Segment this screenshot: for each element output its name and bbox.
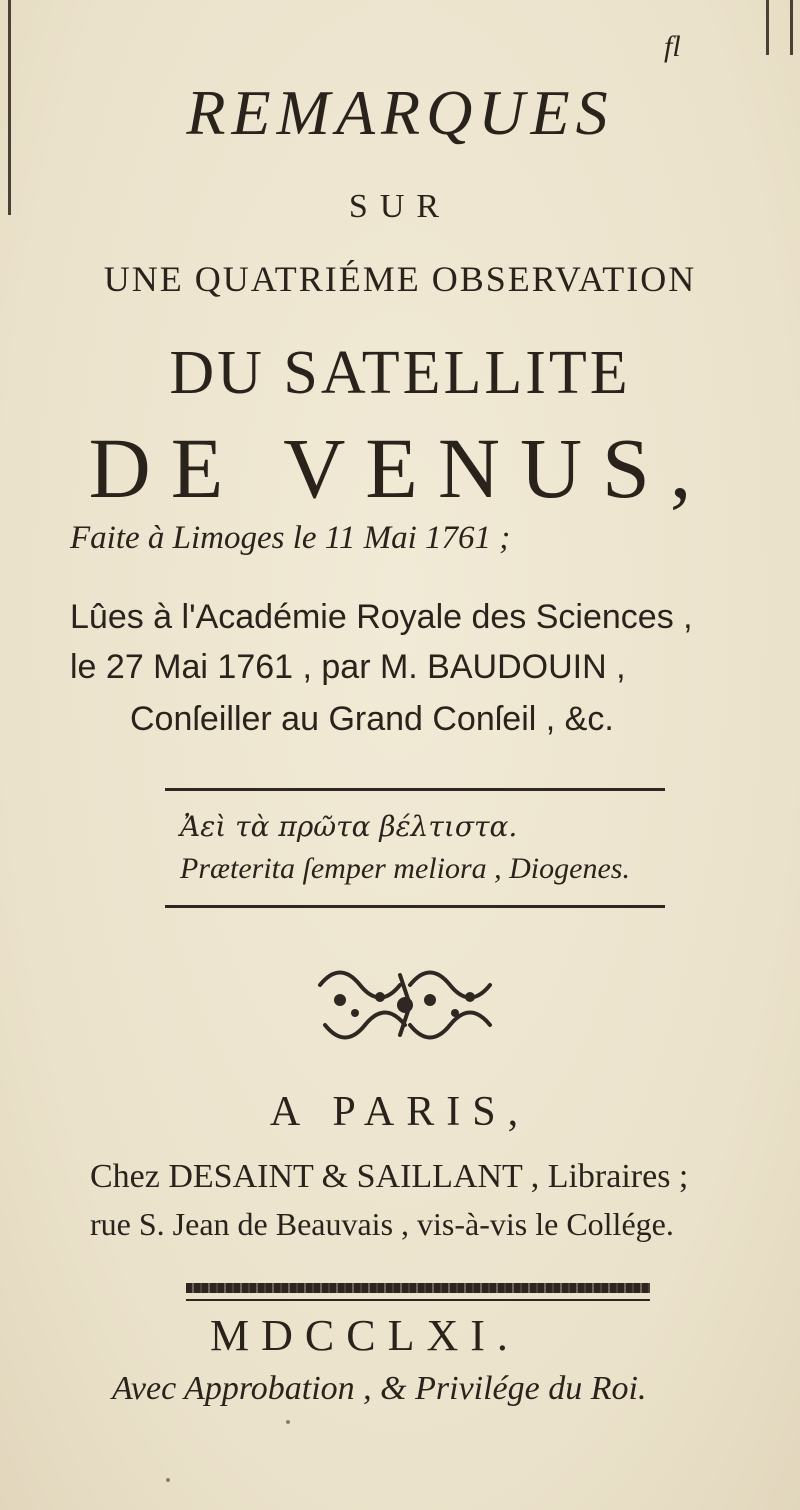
right-edge-line (766, 0, 769, 55)
subtitle-lues: Lûes à l'Académie Royale des Sciences , (70, 598, 693, 636)
epigraph-greek: Ἀεὶ τὰ πρῶτα βέλτιστα. (180, 810, 518, 843)
title-venus: DE VENUS, (88, 420, 712, 516)
imprint-date: MDCCLXI. (210, 1311, 520, 1360)
imprint-printer: Chez DESAINT & SAILLANT , Libraires ; (90, 1158, 689, 1195)
right-edge-line-2 (790, 0, 793, 55)
epigraph-latin: Præterita ſemper meliora , Diogenes. (180, 852, 630, 885)
subtitle-date-author: le 27 Mai 1761 , par M. BAUDOUIN , (70, 648, 626, 686)
paper-speck (286, 1420, 290, 1424)
paper-speck (166, 1478, 170, 1482)
imprint-address: rue S. Jean de Beauvais , vis-à-vis le Collége. (90, 1206, 674, 1242)
subtitle-conseil: Conſeiller au Grand Conſeil , &c. (130, 700, 614, 738)
printers-ornament (310, 955, 500, 1065)
ornamental-band (186, 1283, 650, 1293)
corner-mark: fl (664, 30, 681, 63)
title-satellite: DU SATELLITE (169, 339, 631, 407)
imprint-place: A PARIS, (269, 1089, 531, 1135)
ornamental-band-underline (186, 1299, 650, 1301)
title-sur: SUR (348, 188, 452, 225)
title-quatrieme: UNE QUATRIÉME OBSERVATION (103, 259, 697, 299)
imprint-approbation: Avec Approbation , & Privilége du Roi. (112, 1370, 647, 1407)
epigraph-bottom-rule (165, 905, 665, 908)
subtitle-faite: Faite à Limoges le 11 Mai 1761 ; (70, 520, 511, 556)
page-title: REMARQUES (186, 77, 614, 148)
epigraph-top-rule (165, 788, 665, 791)
